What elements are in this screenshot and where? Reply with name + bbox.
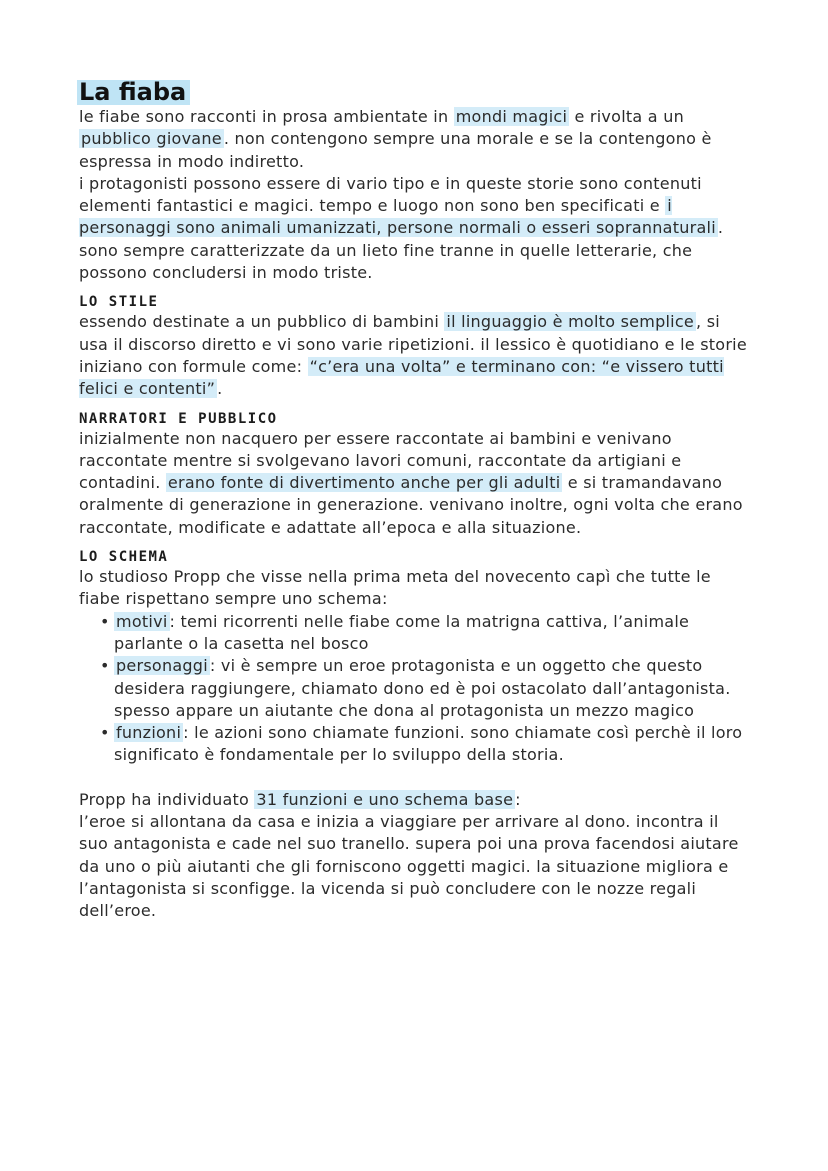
- list-item: [114, 655, 749, 722]
- highlighted-text: 31 funzioni e uno schema base: [256, 789, 514, 809]
- text-run: inizialmente non nacquero per essere raccontate ai bambini e venivano raccontate mentre si svolgevano lavori comuni, raccontate da artigiani e contadini.: [79, 428, 682, 493]
- text-run: : le azioni sono chiamate funzioni. sono chiamate così perchè il loro significato è fondamentale per lo sviluppo della storia.: [114, 723, 743, 765]
- highlighted-text: erano fonte di divertimento anche per gli adulti: [167, 473, 561, 493]
- intro-paragraph: [79, 106, 749, 284]
- text-run: e si tramandavano oralmente di generazione in generazione. venivano inoltre, ogni volta che erano raccontate, modificate e adattate all’epoca e alla situazione.: [79, 473, 743, 537]
- highlighted-text: funzioni: [116, 723, 182, 743]
- highlighted-text: i personaggi sono animali umanizzati, persone normali o esseri soprannaturali: [79, 196, 716, 238]
- list-item: [114, 722, 749, 767]
- list-item: [114, 611, 749, 656]
- highlighted-text: pubblico giovane: [81, 129, 222, 149]
- page-title: La fiaba: [79, 78, 187, 106]
- text-run: . non contengono sempre una morale e se la contengono è espressa in modo indiretto.: [79, 129, 712, 171]
- section-stile: [79, 293, 749, 400]
- propp-paragraph: [79, 789, 749, 923]
- section-heading-schema: LO SCHEMA: [79, 549, 169, 566]
- schema-intro-paragraph: [79, 566, 749, 611]
- text-run: essendo destinate a un pubblico di bambini: [79, 312, 445, 332]
- text-run: i protagonisti possono essere di vario tipo e in queste storie sono contenuti elementi fantastici e magici. tempo e luogo non sono ben specificati e: [79, 173, 702, 216]
- highlighted-text: “c’era una volta” e terminano con: “e vissero tutti felici e contenti”: [79, 356, 724, 399]
- highlighted-text: il linguaggio è molto semplice: [446, 312, 695, 332]
- section-heading-narratori: NARRATORI E PUBBLICO: [79, 410, 278, 427]
- text-run: . sono sempre caratterizzate da un lieto fine tranne in quelle letterarie, che possono concludersi in modo triste.: [79, 218, 724, 283]
- text-run: .: [217, 379, 223, 399]
- text-run: le fiabe sono racconti in prosa ambientate in: [79, 107, 454, 126]
- text-run: e rivolta a un: [569, 107, 684, 126]
- highlighted-text: personaggi: [116, 656, 208, 676]
- section-narratori: [79, 410, 749, 539]
- narratori-paragraph: [79, 428, 749, 539]
- notes-content: [79, 78, 749, 923]
- text-run: lo studioso Propp che visse nella prima meta del novecento capì che tutte le fiabe rispettano sempre uno schema:: [79, 567, 711, 609]
- text-run: : vi è sempre un eroe protagonista e un oggetto che questo desidera raggiungere, chiamato dono ed è poi ostacolato dall’antagonista. spesso appare un aiutante che dona al protagonista un mezzo magico: [114, 656, 731, 720]
- text-run: Propp ha individuato: [79, 789, 255, 809]
- schema-list: [79, 611, 749, 767]
- highlighted-text: motivi: [116, 611, 168, 631]
- text-run: , si usa il discorso diretto e vi sono varie ripetizioni. il lessico è quotidiano e le storie iniziano con formule come:: [79, 312, 747, 376]
- stile-paragraph: [79, 311, 749, 400]
- section-heading-stile: LO STILE: [79, 294, 159, 311]
- text-run: :: [515, 789, 521, 809]
- section-schema: [79, 548, 749, 767]
- text-run: l’eroe si allontana da casa e inizia a viaggiare per arrivare al dono. incontra il suo antagonista e cade nel suo tranello. supera poi una prova facendosi aiutare da uno o più aiutanti che gli forniscono oggetti magici. la situazione migliora e l’antagonista si sconfigge. la vicenda si può concludere con le nozze regali dell’eroe.: [79, 812, 739, 921]
- text-run: : temi ricorrenti nelle fiabe come la matrigna cattiva, l’animale parlante o la casetta nel bosco: [114, 611, 690, 653]
- highlighted-text: mondi magici: [455, 107, 568, 126]
